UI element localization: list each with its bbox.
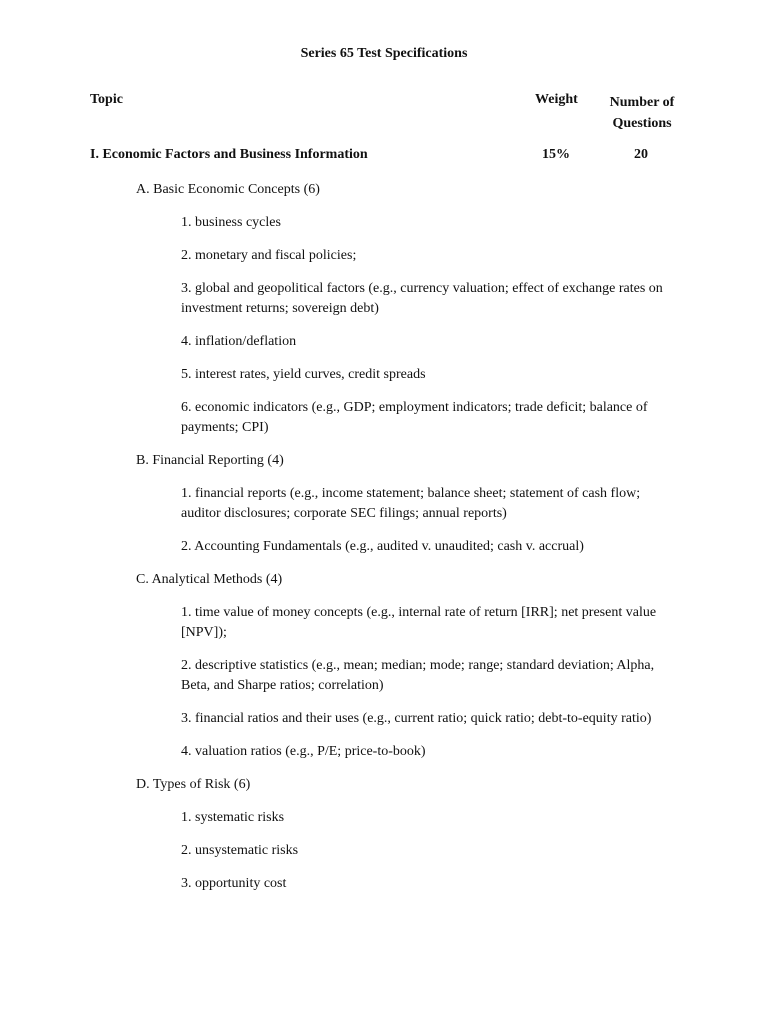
subsection-heading: C. Analytical Methods (4) xyxy=(136,572,283,587)
outline-item: 1. business cycles xyxy=(181,215,281,230)
column-header-topic: Topic xyxy=(90,92,123,107)
section-question-count: 20 xyxy=(634,147,648,162)
subsection-heading: A. Basic Economic Concepts (6) xyxy=(136,182,320,197)
section-title: I. Economic Factors and Business Information xyxy=(90,147,368,162)
subsection-heading: B. Financial Reporting (4) xyxy=(136,453,284,468)
outline-item: 1. systematic risks xyxy=(181,810,285,825)
outline-item: 6. economic indicators (e.g., GDP; employment indicators; trade deficit; balance of payments; CPI) xyxy=(181,400,648,435)
outline-item: 4. valuation ratios (e.g., P/E; price-to-book) xyxy=(181,744,426,759)
column-header-questions: Number of Questions xyxy=(609,95,675,131)
outline-item: 2. Accounting Fundamentals (e.g., audited v. unaudited; cash v. accrual) xyxy=(181,539,584,554)
outline-item: 3. financial ratios and their uses (e.g., current ratio; quick ratio; debt-to-equity ratio) xyxy=(181,711,652,726)
topic-outline xyxy=(0,180,768,907)
column-header-weight: Weight xyxy=(535,92,578,107)
outline-item: 2. unsystematic risks xyxy=(181,843,299,858)
outline-item: 3. global and geopolitical factors (e.g., currency valuation; effect of exchange rates on investment returns; sovereign debt) xyxy=(181,281,663,316)
outline-item: 5. interest rates, yield curves, credit spreads xyxy=(181,367,426,382)
document-title: Series 65 Test Specifications xyxy=(300,46,468,61)
outline-item: 2. monetary and fiscal policies; xyxy=(181,248,357,263)
outline-item: 1. financial reports (e.g., income statement; balance sheet; statement of cash flow; auditor disclosures; corporate SEC filings; annual reports) xyxy=(181,486,641,521)
section-weight: 15% xyxy=(542,147,570,162)
outline-item: 1. time value of money concepts (e.g., internal rate of return [IRR]; net present value [NPV]); xyxy=(181,605,657,640)
outline-item: 2. descriptive statistics (e.g., mean; median; mode; range; standard deviation; Alpha, Beta, and Sharpe ratios; correlation) xyxy=(181,658,655,693)
outline-item: 4. inflation/deflation xyxy=(181,334,297,349)
subsection-heading: D. Types of Risk (6) xyxy=(136,777,251,792)
outline-item: 3. opportunity cost xyxy=(181,876,287,891)
